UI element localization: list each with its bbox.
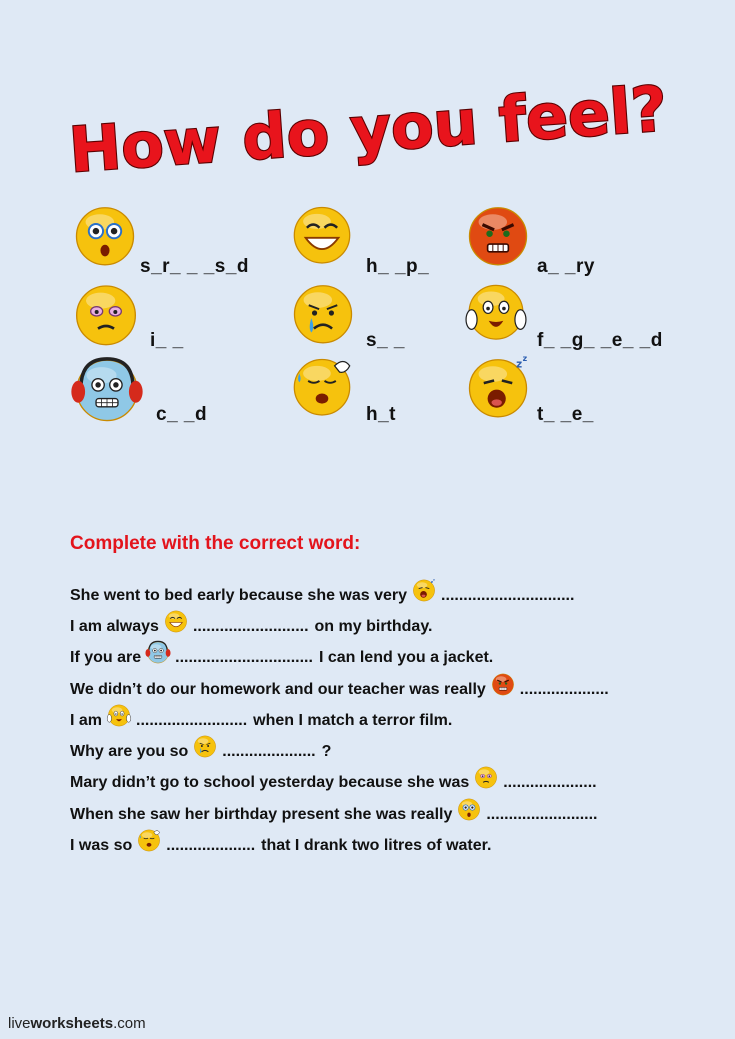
sentence-row	[70, 674, 710, 705]
sentence-text-before: I was so	[70, 837, 133, 855]
frightened-face-icon	[463, 278, 529, 344]
sad-face-icon	[288, 278, 358, 348]
svg-text:z: z	[516, 358, 523, 371]
answer-blank[interactable]: ..............................	[441, 586, 575, 604]
tired-face-icon	[463, 352, 533, 422]
hot-face-icon	[288, 352, 356, 420]
clue-text-happy: h_ _p_	[366, 256, 430, 277]
sentence-text-before: We didn’t do our homework and our teacher was really	[70, 680, 486, 698]
sentence-text-before: I am always	[70, 617, 159, 635]
ill-face-icon	[70, 278, 142, 350]
footer-brand-name: worksheets	[30, 1015, 114, 1032]
sentence-text-before: Why are you so	[70, 743, 189, 761]
sentence-text-after: I can lend you a jacket.	[318, 649, 494, 667]
sentence-text-before: If you are	[70, 649, 142, 667]
sentence-text-before: When she saw her birthday present she was really	[70, 805, 453, 823]
happy-face-icon	[288, 200, 356, 268]
footer-brand	[8, 1015, 146, 1032]
sentence-row	[70, 768, 710, 799]
hot-face-icon	[136, 827, 162, 853]
tired-face-icon	[411, 577, 437, 603]
sentence-row	[70, 799, 710, 830]
answer-blank[interactable]: .........................	[136, 711, 248, 729]
answer-blank[interactable]: .....................	[503, 774, 597, 792]
sentence-row	[70, 577, 710, 611]
answer-blank[interactable]: .....................	[222, 743, 316, 761]
answer-blank[interactable]: .........................	[486, 805, 598, 823]
ill-face-icon	[473, 764, 499, 790]
cold-face-icon	[70, 352, 144, 426]
angry-face-icon	[463, 200, 533, 270]
sentence-text-before: Mary didn’t go to school yesterday because she was	[70, 774, 470, 792]
sentence-text-after: ?	[321, 743, 332, 761]
answer-blank[interactable]: ....................	[166, 837, 256, 855]
sentence-row	[70, 736, 710, 767]
sentence-text-after: when I match a terror film.	[253, 711, 453, 729]
clue-text-angry: a_ _ry	[537, 256, 595, 277]
sentence-text-after: on my birthday.	[314, 617, 433, 635]
answer-blank[interactable]: ....................	[519, 680, 609, 698]
angry-face-icon	[490, 671, 516, 697]
footer-suffix: .com	[113, 1015, 146, 1032]
clue-text-cold: c_ _d	[156, 404, 208, 425]
sad-face-icon	[192, 733, 218, 759]
clue-text-sad: s_ _	[366, 330, 405, 351]
surprised-face-icon	[70, 200, 140, 270]
cold-face-icon	[145, 639, 171, 665]
sentence-row	[70, 830, 710, 861]
answer-blank[interactable]: ..........................	[192, 617, 309, 635]
sentence-row	[70, 705, 710, 736]
sentence-row	[70, 611, 710, 642]
clue-text-surprised: s_r_ _ _s_d	[140, 256, 250, 277]
clue-text-tired: t_ _e_	[537, 404, 594, 425]
clue-text-ill: i_ _	[150, 330, 184, 351]
sentence-text-after: that I drank two litres of water.	[261, 837, 492, 855]
sentence-text-before: I am	[70, 711, 103, 729]
answer-blank[interactable]: ...............................	[175, 649, 313, 667]
surprised-face-icon	[456, 796, 482, 822]
vocabulary-grid	[0, 0, 735, 440]
instructions-heading: Complete with the correct word:	[70, 533, 361, 554]
frightened-face-icon	[106, 702, 132, 728]
svg-text:z: z	[433, 577, 435, 582]
worksheet-title-text: How do you feel?	[66, 72, 670, 180]
happy-face-icon	[163, 608, 189, 634]
sentence-row	[70, 643, 710, 674]
svg-text:z: z	[430, 578, 434, 584]
clue-text-frightened: f_ _g_ _e_ _d	[537, 330, 663, 351]
sentence-list	[70, 577, 710, 862]
clue-text-hot: h_t	[366, 404, 396, 425]
svg-text:z: z	[522, 354, 528, 364]
sentence-text-before: She went to bed early because she was very	[70, 586, 408, 604]
footer-prefix: live	[8, 1015, 31, 1032]
